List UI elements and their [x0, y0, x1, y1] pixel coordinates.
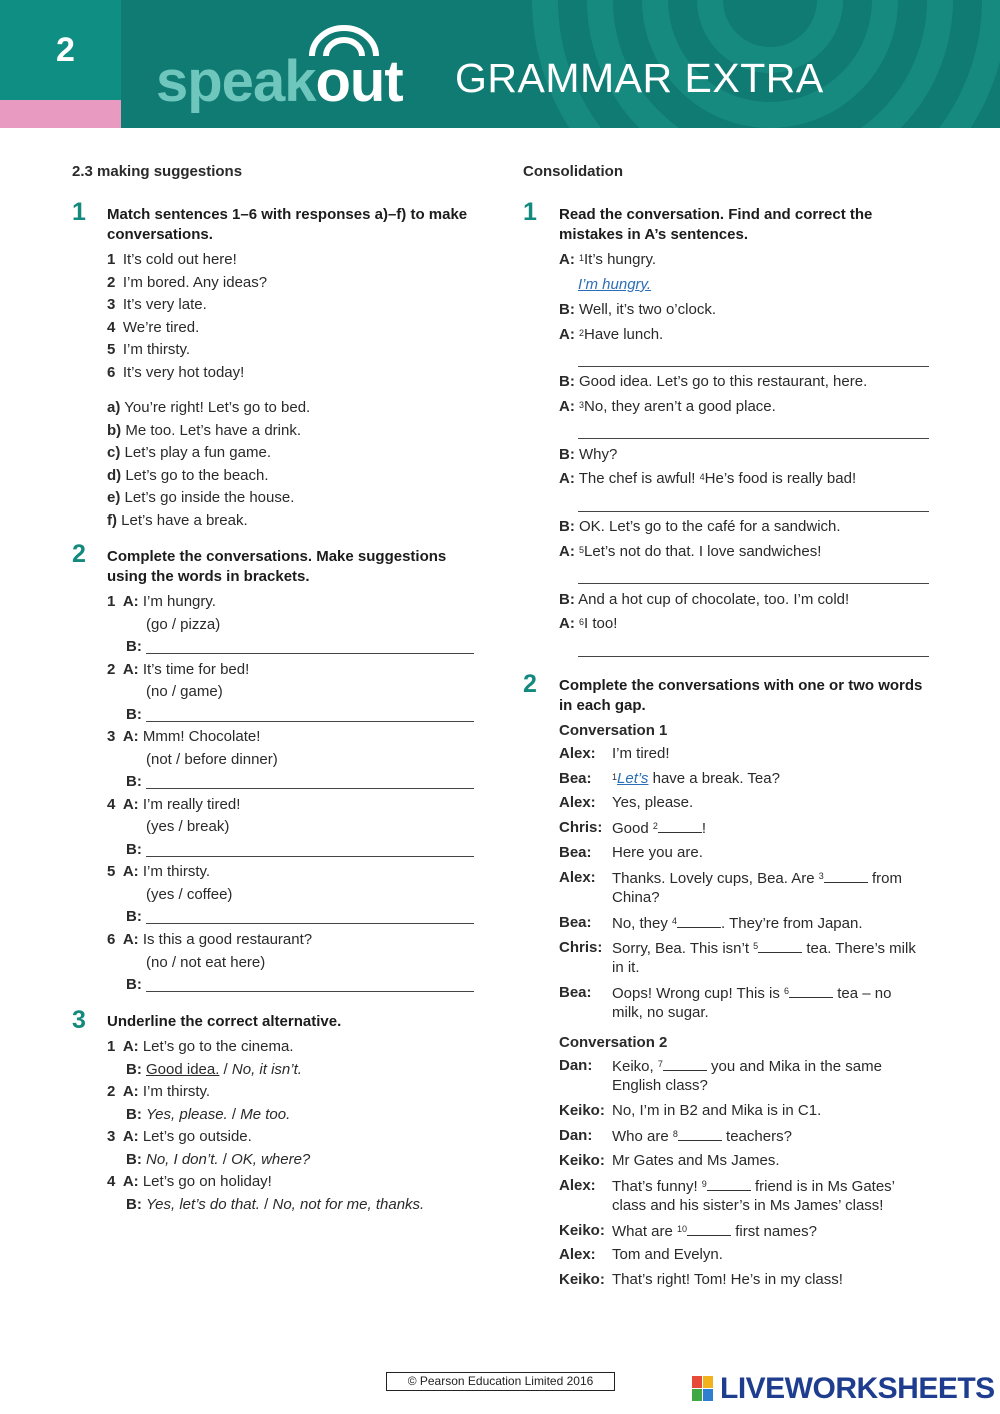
- exercise-instruction: using the words in brackets.: [107, 568, 310, 585]
- alternative-separator: /: [259, 1195, 273, 1213]
- speaker-label: B:: [126, 773, 142, 791]
- dialogue-line: [107, 592, 216, 612]
- dialogue-line: [612, 793, 693, 813]
- gap-number: 9: [701, 1179, 707, 1189]
- line-text: friend is in Ms Gates’: [750, 1178, 896, 1195]
- answer-line[interactable]: [146, 788, 474, 789]
- line-text: Who are: [612, 1128, 673, 1145]
- alternative-option[interactable]: Good idea.: [146, 1060, 220, 1078]
- answer-line[interactable]: [146, 653, 474, 654]
- item-number: 1: [107, 251, 116, 268]
- answer-line[interactable]: [578, 511, 929, 512]
- speaker-label: A:: [122, 863, 139, 881]
- alternatives-line: [126, 1195, 424, 1215]
- dialogue-line: [612, 1151, 780, 1171]
- dialogue-line: [612, 868, 902, 889]
- response-letter: a): [107, 399, 121, 416]
- line-text: Let’s go outside.: [142, 1128, 252, 1145]
- alternative-separator: /: [227, 1105, 241, 1123]
- dialogue-line-continued: class and his sister’s in Ms James’ class!: [612, 1197, 884, 1214]
- response-item: [107, 466, 269, 486]
- answer-gap[interactable]: [687, 1221, 731, 1236]
- line-text: I’m really tired!: [142, 795, 241, 813]
- answer-line[interactable]: [146, 856, 474, 857]
- response-letter: e): [107, 489, 121, 507]
- item-number: 3: [107, 1128, 116, 1145]
- exercise-number: 3: [72, 1006, 86, 1034]
- gap-number: 2: [652, 821, 658, 831]
- gap-number: 5: [579, 545, 585, 555]
- line-text: No, I’m in B2 and Mika is in C1.: [612, 1102, 822, 1119]
- dialogue-line: [559, 542, 821, 562]
- line-text: Yes, please.: [612, 794, 694, 811]
- dialogue-line: [559, 614, 617, 634]
- speaker-label: Keiko:: [559, 1271, 605, 1288]
- item-number: 1: [107, 1038, 116, 1055]
- exercise-instruction: Complete the conversations with one or two words: [559, 677, 923, 694]
- right-heading: Consolidation: [523, 163, 623, 180]
- gap-number: 3: [818, 871, 824, 881]
- dialogue-line-continued: in it.: [612, 959, 640, 976]
- exercise-number: 1: [72, 198, 86, 226]
- line-text: I’m thirsty.: [142, 863, 211, 881]
- response-item: [107, 488, 294, 508]
- item-number: 2: [107, 1083, 116, 1100]
- line-text: I’m tired!: [612, 745, 670, 762]
- line-text: I’m thirsty.: [142, 1083, 211, 1100]
- line-text: Here you are.: [612, 844, 703, 861]
- dialogue-line: [612, 913, 863, 934]
- alternative-option[interactable]: OK, where?: [231, 1150, 311, 1168]
- item-number: 2: [107, 273, 116, 291]
- unit-number: 2: [56, 30, 75, 69]
- speaker-label: Bea:: [559, 914, 592, 931]
- line-text: OK. Let’s go to the café for a sandwich.: [579, 518, 841, 535]
- alternative-separator: /: [218, 1150, 232, 1168]
- speaker-label: Bea:: [559, 770, 592, 787]
- gap-number: 1: [579, 253, 585, 263]
- speaker-label: Chris:: [559, 939, 603, 956]
- exercise-number: 2: [72, 540, 86, 568]
- alternatives-line: [126, 1060, 302, 1080]
- alternatives-line: [126, 1105, 290, 1125]
- speaker-label: Alex:: [559, 794, 596, 811]
- gap-number: 6: [784, 986, 790, 996]
- liveworksheets-text: LIVEWORKSHEETS: [720, 1372, 995, 1405]
- dialogue-line: [107, 660, 249, 680]
- line-text: Well, it’s two o’clock.: [579, 301, 716, 318]
- dialogue-line: [107, 862, 210, 882]
- line-text: It’s time for bed!: [142, 660, 250, 678]
- dialogue-line: [559, 517, 841, 537]
- dialogue-line: [612, 1221, 817, 1242]
- dialogue-line: [612, 1176, 895, 1197]
- line-text: I’m hungry.: [142, 593, 216, 610]
- sentence-text: It’s cold out here!: [122, 251, 237, 268]
- liveworksheets-icon: [692, 1376, 714, 1402]
- speaker-label: B:: [559, 591, 575, 608]
- answer-line[interactable]: [146, 923, 474, 924]
- unit-accent: [0, 100, 121, 128]
- line-text: . They’re from Japan.: [721, 915, 863, 932]
- item-number: 6: [107, 364, 116, 381]
- answer-line[interactable]: [146, 721, 474, 722]
- speaker-label: Keiko:: [559, 1222, 605, 1239]
- dialogue-line: [612, 983, 891, 1004]
- response-item: [107, 511, 248, 531]
- answer-gap[interactable]: [677, 913, 721, 928]
- exercise-instruction: Read the conversation. Find and correct the: [559, 206, 873, 223]
- dialogue-line: [612, 744, 670, 764]
- gap-number: 1: [612, 772, 618, 782]
- speaker-label: B:: [126, 1195, 142, 1213]
- speaker-label: Keiko:: [559, 1102, 605, 1119]
- speaker-label: Chris:: [559, 819, 603, 836]
- answer-gap[interactable]: [663, 1056, 707, 1071]
- response-text: Let’s have a break.: [121, 512, 248, 529]
- item-number: 3: [107, 728, 116, 746]
- speaker-label: A:: [122, 931, 139, 948]
- brand-part-b: out: [315, 49, 403, 114]
- answer-gap[interactable]: [707, 1176, 751, 1191]
- alternative-option[interactable]: No, I don’t.: [146, 1150, 219, 1168]
- line-text: Let’s go to the cinema.: [142, 1038, 294, 1055]
- line-text: Oops! Wrong cup! This is: [612, 985, 785, 1002]
- dialogue-line: [559, 469, 856, 489]
- speaker-label: B:: [559, 446, 575, 463]
- answer-gap[interactable]: [678, 1126, 722, 1141]
- speaker-label: B:: [126, 976, 142, 993]
- line-text: Mr Gates and Ms James.: [612, 1152, 780, 1169]
- line-text: tea. There’s milk: [802, 940, 916, 957]
- speaker-label: Alex:: [559, 869, 596, 886]
- item-number: 6: [107, 931, 116, 948]
- answer-line[interactable]: [578, 583, 929, 584]
- dialogue-line: [559, 325, 663, 345]
- dialogue-line-continued: English class?: [612, 1077, 708, 1094]
- answer-line[interactable]: [146, 991, 474, 992]
- alternatives-line: [126, 1150, 310, 1170]
- numbered-sentence: [107, 295, 207, 315]
- speaker-label: B:: [126, 1105, 142, 1123]
- exercise-instruction: Match sentences 1–6 with responses a)–f) to make: [107, 206, 468, 223]
- speaker-label: B:: [559, 301, 575, 318]
- speaker-label: Alex:: [559, 1246, 596, 1263]
- gap-number: 8: [672, 1129, 678, 1139]
- dialogue-line: [612, 1245, 723, 1265]
- word-cue: (yes / coffee): [146, 885, 233, 903]
- item-number: 5: [107, 341, 116, 359]
- line-text: Have lunch.: [584, 326, 664, 343]
- response-letter: f): [107, 512, 117, 529]
- numbered-sentence: [107, 318, 199, 338]
- line-text: The chef is awful!: [578, 470, 700, 487]
- speaker-label: A:: [122, 795, 139, 813]
- gap-number: 5: [753, 941, 759, 951]
- line-text: Sorry, Bea. This isn’t: [612, 940, 754, 957]
- line-text: Keiko,: [612, 1058, 658, 1075]
- dialogue-line: [612, 938, 916, 959]
- sentence-text: It’s very late.: [122, 296, 207, 314]
- item-number: 1: [107, 593, 116, 610]
- speaker-label: A:: [122, 593, 139, 610]
- sentence-text: I’m bored. Any ideas?: [122, 273, 268, 291]
- word-cue: (no / game): [146, 683, 223, 701]
- answer-line[interactable]: [578, 656, 929, 657]
- gap-number: 4: [672, 916, 678, 926]
- speaker-label: A:: [559, 326, 575, 343]
- answer-gap[interactable]: [789, 983, 833, 998]
- dialogue-line: [612, 843, 703, 863]
- dialogue-line: [559, 397, 776, 417]
- exercise-instruction: conversations.: [107, 226, 213, 243]
- speaker-label: Alex:: [559, 745, 596, 762]
- line-text: !: [701, 820, 707, 837]
- response-item: [107, 421, 301, 441]
- example-answer: Let’s: [617, 770, 649, 787]
- speaker-label: B:: [126, 1150, 142, 1168]
- speaker-label: A:: [122, 660, 139, 678]
- dialogue-line-continued: China?: [612, 889, 660, 906]
- line-text: Thanks. Lovely cups, Bea. Are: [612, 870, 819, 887]
- line-text: Good: [612, 820, 653, 837]
- item-number: 5: [107, 863, 116, 881]
- response-letter: c): [107, 444, 121, 462]
- speaker-label: B:: [126, 638, 142, 655]
- item-number: 4: [107, 1173, 116, 1190]
- dialogue-line: [107, 727, 260, 747]
- gap-number: 3: [579, 400, 585, 410]
- dialogue-line-continued: milk, no sugar.: [612, 1004, 709, 1021]
- dialogue-line: [107, 1172, 272, 1192]
- gap-number: 6: [579, 617, 585, 627]
- item-number: 2: [107, 660, 116, 678]
- line-text: teachers?: [721, 1128, 792, 1145]
- response-letter: b): [107, 421, 122, 439]
- conversation-title: Conversation 2: [559, 1034, 668, 1051]
- alternative-option[interactable]: No, not for me, thanks.: [272, 1195, 425, 1213]
- line-text: you and Mika in the same: [706, 1058, 882, 1075]
- line-text: have a break. Tea?: [648, 770, 780, 787]
- line-text: Let’s go on holiday!: [142, 1173, 272, 1190]
- dialogue-line: [107, 1127, 252, 1147]
- line-text: Is this a good restaurant?: [142, 931, 313, 948]
- dialogue-line: [612, 1270, 843, 1290]
- dialogue-line: [612, 1101, 821, 1121]
- alternative-option[interactable]: Yes, let’s do that.: [146, 1195, 260, 1213]
- response-text: You’re right! Let’s go to bed.: [124, 399, 311, 416]
- exercise-number: 2: [523, 670, 537, 698]
- speaker-label: B:: [126, 1060, 142, 1078]
- word-cue: (yes / break): [146, 818, 230, 836]
- alternative-separator: /: [219, 1060, 232, 1078]
- dialogue-line: [107, 795, 240, 815]
- speaker-label: B:: [559, 373, 575, 390]
- line-text: Good idea. Let’s go to this restaurant, here.: [579, 373, 868, 390]
- speaker-label: Bea:: [559, 844, 592, 861]
- speaker-label: Dan:: [559, 1057, 593, 1074]
- dialogue-line: [559, 445, 617, 465]
- speaker-label: A:: [122, 1038, 139, 1055]
- answer-gap[interactable]: [824, 868, 868, 883]
- exercise-instruction: in each gap.: [559, 697, 646, 714]
- speaker-label: B:: [126, 908, 142, 926]
- line-text: That’s funny!: [612, 1178, 702, 1195]
- speaker-label: A:: [122, 1083, 139, 1100]
- dialogue-line: [612, 1056, 882, 1077]
- exercise-instruction: Underline the correct alternative.: [107, 1013, 342, 1030]
- response-text: Me too. Let’s have a drink.: [125, 421, 302, 439]
- conversation-title: Conversation 1: [559, 722, 668, 739]
- speaker-label: Keiko:: [559, 1152, 605, 1169]
- header-title: GRAMMAR EXTRA: [455, 55, 824, 101]
- response-text: Let’s play a fun game.: [124, 444, 271, 462]
- line-text: Let’s not do that. I love sandwiches!: [584, 543, 822, 560]
- dialogue-line: [559, 250, 656, 270]
- dialogue-line: [107, 1037, 294, 1057]
- numbered-sentence: [107, 273, 267, 293]
- line-text: It’s hungry.: [584, 251, 656, 268]
- dialogue-line: [107, 930, 312, 950]
- response-item: [107, 398, 310, 418]
- numbered-sentence: [107, 340, 190, 360]
- alternative-option[interactable]: Yes, please.: [146, 1105, 228, 1123]
- item-number: 3: [107, 296, 116, 314]
- liveworksheets-logo[interactable]: [692, 1372, 995, 1406]
- speaker-label: A:: [559, 615, 575, 632]
- brand-part-a: speak: [156, 49, 316, 114]
- response-item: [107, 443, 271, 463]
- alternative-option[interactable]: No, it isn’t.: [231, 1060, 302, 1078]
- word-cue: (go / pizza): [146, 615, 221, 633]
- line-text: I too!: [584, 615, 618, 632]
- exercise-instruction: Complete the conversations. Make suggestions: [107, 548, 447, 565]
- sentence-text: I’m thirsty.: [122, 341, 191, 359]
- dialogue-line: [612, 818, 706, 839]
- dialogue-line: [612, 1126, 792, 1147]
- answer-gap[interactable]: [758, 938, 802, 953]
- speaker-label: A:: [122, 1173, 139, 1190]
- speaker-label: A:: [559, 398, 575, 415]
- speaker-label: Alex:: [559, 1177, 596, 1194]
- dialogue-line: [612, 769, 780, 789]
- speaker-label: A:: [122, 728, 139, 746]
- dialogue-line: [559, 300, 716, 320]
- gap-number: 10: [677, 1224, 688, 1234]
- line-text: tea – no: [833, 985, 892, 1002]
- numbered-sentence: [107, 250, 237, 270]
- line-text: first names?: [731, 1223, 817, 1240]
- sentence-text: We’re tired.: [122, 318, 200, 336]
- speaker-label: Bea:: [559, 984, 592, 1001]
- brand-logo: [156, 48, 403, 115]
- response-letter: d): [107, 466, 122, 484]
- dialogue-line: [559, 590, 849, 610]
- dialogue-line: [559, 372, 867, 392]
- dialogue-line: [107, 1082, 210, 1102]
- left-heading: 2.3 making suggestions: [72, 163, 243, 180]
- line-text: No, they: [612, 915, 673, 932]
- line-text: from: [867, 870, 902, 887]
- speaker-label: B:: [559, 518, 575, 535]
- line-text: He’s food is really bad!: [704, 470, 857, 487]
- example-answer: I’m hungry.: [578, 276, 652, 293]
- exercise-number: 1: [523, 198, 537, 226]
- line-text: Mmm! Chocolate!: [142, 728, 261, 746]
- alternative-option[interactable]: Me too.: [240, 1105, 291, 1123]
- speaker-label: A:: [559, 543, 575, 560]
- gap-number: 4: [699, 472, 705, 482]
- word-cue: (not / before dinner): [146, 750, 278, 768]
- speaker-label: B:: [126, 840, 142, 858]
- copyright-notice: © Pearson Education Limited 2016: [386, 1372, 615, 1391]
- line-text: No, they aren’t a good place.: [584, 398, 776, 415]
- sentence-text: It’s very hot today!: [122, 364, 245, 381]
- answer-line[interactable]: [578, 438, 929, 439]
- line-text: That’s right! Tom! He’s in my class!: [612, 1271, 843, 1288]
- gap-number: 2: [579, 328, 585, 338]
- exercise-instruction: mistakes in A’s sentences.: [559, 226, 748, 243]
- answer-gap[interactable]: [658, 818, 702, 833]
- line-text: And a hot cup of chocolate, too. I’m cold!: [578, 591, 850, 608]
- response-text: Let’s go inside the house.: [124, 489, 295, 507]
- page-header: [0, 0, 1000, 128]
- speaker-label: A:: [122, 1128, 139, 1145]
- numbered-sentence: [107, 363, 244, 383]
- item-number: 4: [107, 318, 116, 336]
- line-text: What are: [612, 1223, 678, 1240]
- line-text: Why?: [579, 446, 618, 463]
- answer-line[interactable]: [578, 366, 929, 367]
- speaker-label: B:: [126, 705, 142, 723]
- speaker-label: A:: [559, 470, 575, 487]
- word-cue: (no / not eat here): [146, 953, 266, 971]
- line-text: Tom and Evelyn.: [612, 1246, 723, 1263]
- item-number: 4: [107, 795, 116, 813]
- response-text: Let’s go to the beach.: [125, 466, 269, 484]
- speaker-label: Dan:: [559, 1127, 593, 1144]
- speaker-label: A:: [559, 251, 575, 268]
- gap-number: 7: [657, 1059, 663, 1069]
